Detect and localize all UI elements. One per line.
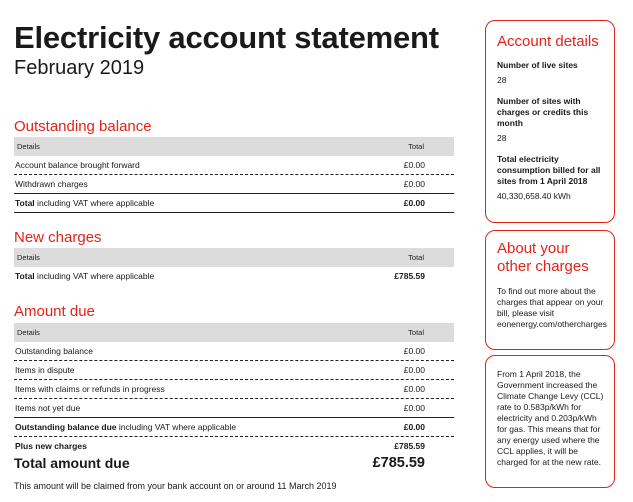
- row-amount: £785.59: [394, 441, 425, 451]
- account-details-card: [485, 20, 615, 223]
- row-label: Items with claims or refunds in progress: [15, 384, 165, 394]
- row-label: Withdrawn charges: [15, 179, 88, 189]
- table-row: [14, 156, 454, 175]
- outstanding-due-row: [14, 418, 454, 437]
- table-row: [14, 175, 454, 194]
- row-label: Items in dispute: [15, 365, 75, 375]
- table-row: [14, 342, 454, 361]
- col-total: Total: [408, 253, 424, 262]
- total-amount-due-value: £785.59: [372, 455, 425, 471]
- row-label: Account balance brought forward: [15, 160, 140, 170]
- row-amount: £0.00: [403, 365, 425, 375]
- other-charges-title: About your other charges: [497, 240, 589, 275]
- col-total: Total: [408, 328, 424, 337]
- other-charges-text: To find out more about the charges that appear on your bill, please visit eonenergy.com/othercharges: [497, 286, 607, 329]
- outstanding-balance-table: [14, 137, 454, 213]
- table-row: [14, 380, 454, 399]
- row-amount: £0.00: [403, 346, 425, 356]
- row-label: Outstanding balance due including VAT where applicable: [15, 422, 237, 432]
- row-amount: £0.00: [403, 403, 425, 413]
- total-row: [14, 267, 454, 285]
- payment-footnote: This amount will be claimed from your bank account on or around 11 March 2019: [14, 481, 337, 491]
- total-amount-due: [14, 455, 454, 471]
- consumption-label: Total electricity consumption billed for all sites from 1 April 2018: [497, 154, 601, 186]
- sites-charged-value: 28: [497, 133, 507, 143]
- statement-period: February 2019: [14, 57, 145, 79]
- row-amount: £0.00: [403, 198, 425, 208]
- row-label: Total including VAT where applicable: [15, 198, 155, 208]
- row-amount: £0.00: [403, 384, 425, 394]
- statement-title: Electricity account statement: [14, 20, 439, 55]
- table-header: [14, 323, 454, 342]
- live-sites-value: 28: [497, 75, 507, 85]
- table-header: [14, 248, 454, 267]
- row-label: Items not yet due: [15, 403, 81, 413]
- amount-due-table: [14, 323, 454, 455]
- row-amount: £0.00: [403, 422, 425, 432]
- table-header: [14, 137, 454, 156]
- row-amount: £0.00: [403, 179, 425, 189]
- col-total: Total: [408, 142, 424, 151]
- plus-new-charges-row: [14, 437, 454, 455]
- outstanding-balance-heading: Outstanding balance: [14, 118, 152, 135]
- account-details-title: Account details: [497, 33, 599, 50]
- row-label: Outstanding balance: [15, 346, 93, 356]
- total-amount-due-label: Total amount due: [14, 455, 130, 471]
- col-details: Details: [17, 253, 40, 262]
- amount-due-heading: Amount due: [14, 303, 95, 320]
- sites-charged-label: Number of sites with charges or credits this month: [497, 96, 589, 128]
- new-charges-table: [14, 248, 454, 285]
- col-details: Details: [17, 328, 40, 337]
- row-label: Plus new charges: [15, 441, 87, 451]
- table-row: [14, 399, 454, 418]
- total-row: [14, 194, 454, 213]
- new-charges-heading: New charges: [14, 229, 102, 246]
- row-amount: £785.59: [394, 271, 425, 281]
- table-row: [14, 361, 454, 380]
- consumption-value: 40,330,658.40 kWh: [497, 191, 571, 201]
- row-label: Total including VAT where applicable: [15, 271, 155, 281]
- live-sites-label: Number of live sites: [497, 60, 578, 70]
- ccl-note-text: From 1 April 2018, the Government increased the Climate Change Levy (CCL) rate to 0.583p/kWh for electricity and 0.203p/kWh for gas. This means that for any energy used where the CCL applies, it will be charged for at the new rate.: [497, 369, 604, 467]
- other-charges-card: [485, 230, 615, 350]
- row-amount: £0.00: [403, 160, 425, 170]
- ccl-note-card: [485, 355, 615, 488]
- col-details: Details: [17, 142, 40, 151]
